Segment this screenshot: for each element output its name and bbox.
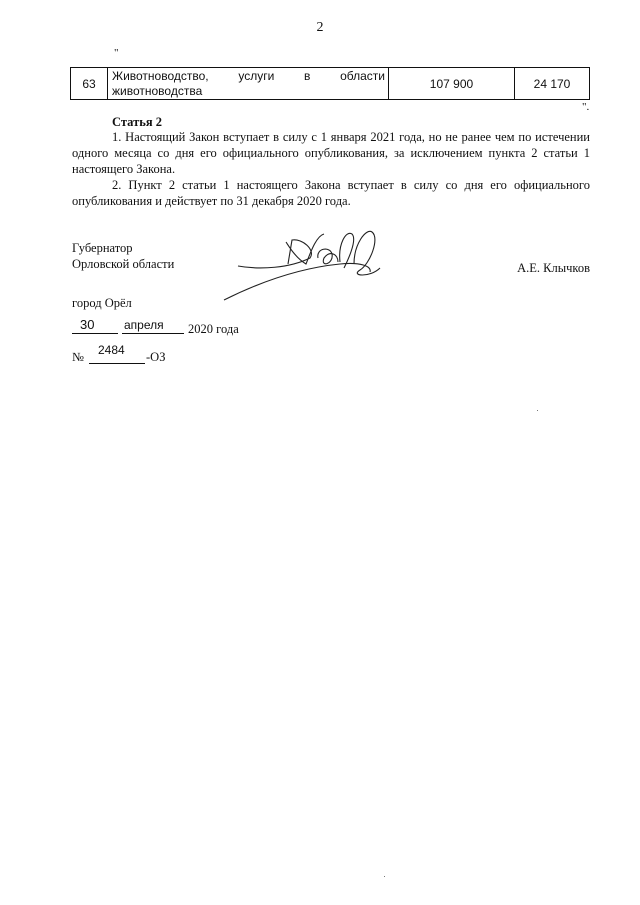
article-title: Статья 2 xyxy=(112,115,162,129)
law-number-underline xyxy=(89,363,145,364)
date-month-underline xyxy=(122,333,184,334)
closing-quote-mark: ". xyxy=(582,101,590,113)
row-name-word: Животноводство, xyxy=(112,69,209,83)
handwritten-signature xyxy=(220,224,390,304)
law-number-prefix: № xyxy=(72,350,84,364)
article-paragraph-2: 2. Пункт 2 статьи 1 настоящего Закона вступает в силу со дня его официального опубликования и действует по 31 декабря 2020 года. xyxy=(72,178,590,208)
row-name-line-1 xyxy=(112,69,385,84)
date-year: 2020 года xyxy=(188,322,239,336)
article-paragraph-1: 1. Настоящий Закон вступает в силу с 1 января 2021 года, но не ранее чем по истечении одного месяца со дня его официального опубликования, за исключением пункта 2 статьи 1 настоящего Закона. xyxy=(72,130,590,176)
table-row xyxy=(71,68,590,100)
date-month: апреля xyxy=(124,318,164,332)
signer-title-line-1: Губернатор xyxy=(72,241,133,255)
row-number-cell: 63 xyxy=(71,68,108,100)
city-line: город Орёл xyxy=(72,296,132,310)
row-name-word: в xyxy=(304,69,311,83)
signer-name: А.Е. Клычков xyxy=(517,261,590,275)
scan-speck xyxy=(384,876,385,877)
row-value-1-cell: 107 900 xyxy=(389,68,515,100)
opening-quote-mark: " xyxy=(114,47,119,59)
row-name-line-2: животноводства xyxy=(112,84,203,98)
row-name-word: услуги xyxy=(238,69,275,83)
scan-speck xyxy=(537,410,538,411)
signer-title-line-2: Орловской области xyxy=(72,257,175,271)
law-number-value: 2484 xyxy=(98,343,125,357)
page-number: 2 xyxy=(316,20,324,35)
date-day-underline xyxy=(72,333,118,334)
row-name-cell xyxy=(108,68,389,100)
law-number-suffix: -ОЗ xyxy=(146,350,166,364)
amounts-table xyxy=(70,67,590,100)
date-day: 30 xyxy=(80,317,95,332)
row-value-2-cell: 24 170 xyxy=(515,68,590,100)
row-name-word: области xyxy=(340,69,385,83)
